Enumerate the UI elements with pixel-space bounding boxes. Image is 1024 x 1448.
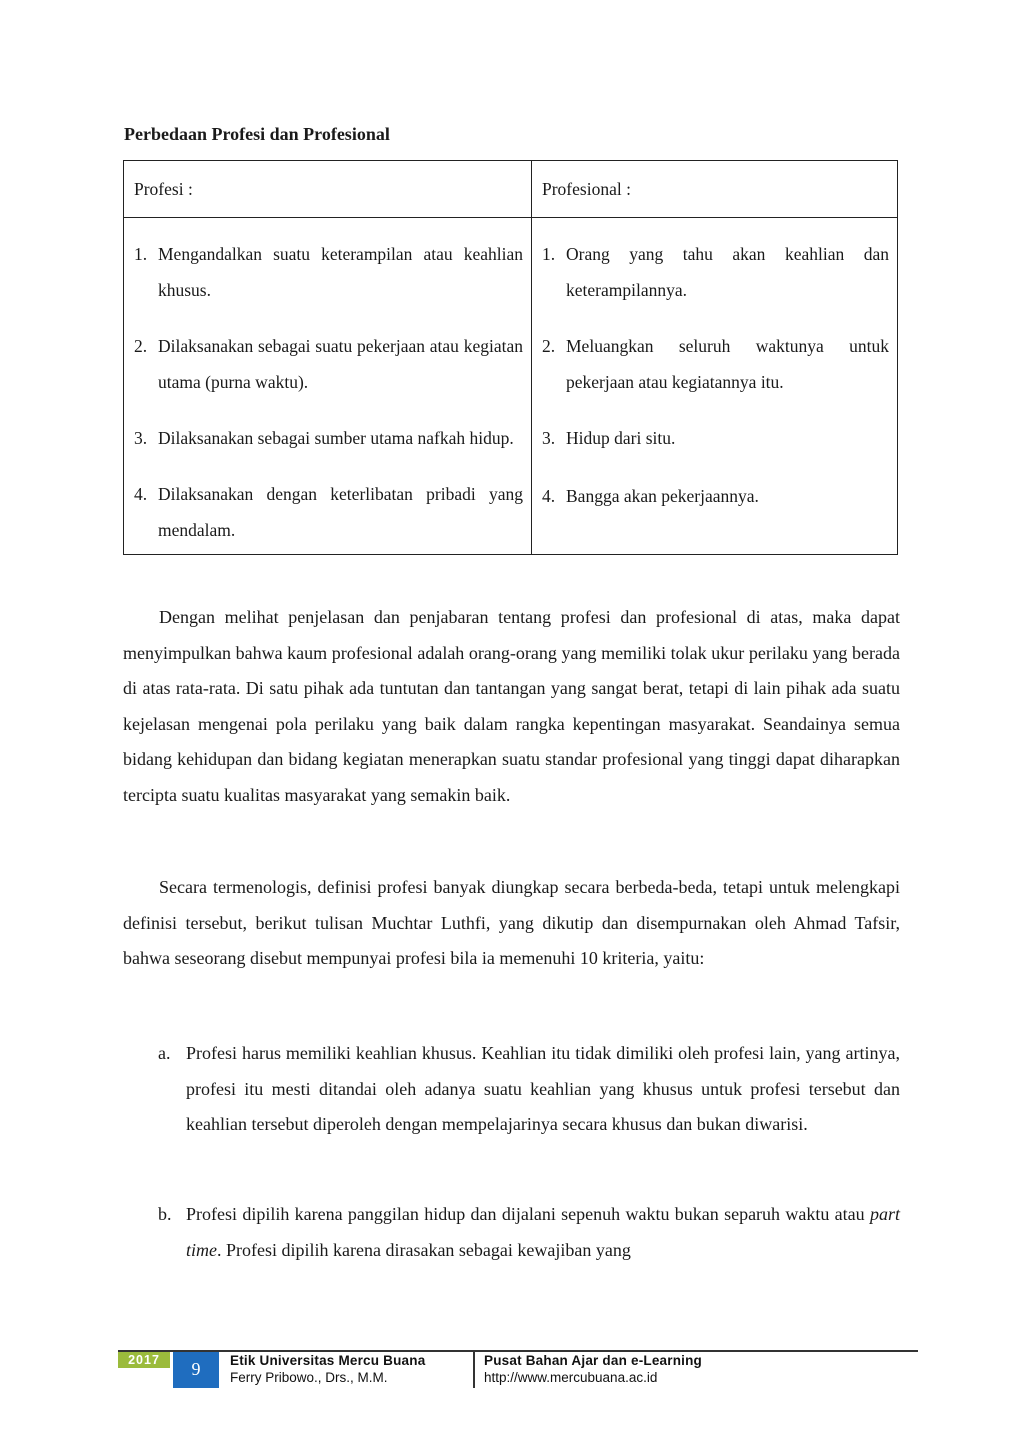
body-paragraph: Dengan melihat penjelasan dan penjabaran tentang profesi dan profesional di atas, maka dapat menyimpulkan bahwa kaum profesional adalah orang-orang yang memiliki tolak ukur perilaku yang berada di atas rata-rata. Di satu pihak ada tuntutan dan tantangan yang sangat berat, tetapi di lain pihak ada suatu kejelasan mengenai pola perilaku yang baik dalam rangka kepentingan masyarakat. Seandainya semua bidang kehidupan dan bidang kegiatan menerapkan suatu standar profesional yang tinggi dapat diharapkan tercipta suatu kualitas masyarakat yang semakin baik. — [123, 607, 900, 805]
list-item — [134, 328, 523, 400]
criteria-label: a. — [158, 1043, 171, 1063]
footer-center-name: Pusat Bahan Ajar dan e-Learning — [484, 1353, 702, 1368]
list-item — [542, 236, 889, 308]
section-heading: Perbedaan Profesi dan Profesional — [124, 124, 390, 144]
list-item — [134, 420, 523, 456]
item-text: Dilaksanakan sebagai sumber utama nafkah hidup. — [158, 428, 514, 448]
item-text: Hidup dari situ. — [566, 428, 676, 448]
profesional-list — [542, 236, 889, 514]
criteria-text — [186, 1197, 900, 1268]
footer-separator — [473, 1352, 475, 1388]
footer-course-title: Etik Universitas Mercu Buana — [230, 1353, 426, 1368]
item-number: 3. — [134, 428, 148, 448]
comparison-table — [123, 160, 898, 555]
profesi-cell — [124, 218, 532, 555]
header-profesional: Profesional : — [532, 161, 898, 218]
item-text: Orang yang tahu akan keahlian dan keterampilannya. — [566, 244, 889, 300]
list-item — [542, 478, 889, 514]
item-text: Bangga akan pekerjaannya. — [566, 486, 759, 506]
item-number: 2. — [542, 336, 556, 356]
list-item — [542, 420, 889, 456]
list-item — [134, 236, 523, 308]
item-number: 2. — [134, 336, 148, 356]
footer-year-badge: 2017 — [118, 1352, 170, 1368]
item-text: Dilaksanakan sebagai suatu pekerjaan atau kegiatan utama (purna waktu). — [158, 336, 523, 392]
body-paragraph: Secara termenologis, definisi profesi banyak diungkap secara berbeda-beda, tetapi untuk melengkapi definisi tersebut, berikut tulisan Muchtar Luthfi, yang dikutip dan disempurnakan oleh Ahmad Tafsir, bahwa seseorang disebut mempunyai profesi bila ia memenuhi 10 kriteria, yaitu: — [123, 877, 900, 969]
criteria-italic-term: part time — [186, 1204, 900, 1260]
criteria-label: b. — [158, 1204, 172, 1224]
page-number-badge: 9 — [173, 1352, 219, 1388]
item-text: Meluangkan seluruh waktunya untuk pekerjaan atau kegiatannya itu. — [566, 336, 889, 392]
item-number: 4. — [134, 484, 148, 504]
profesional-cell — [532, 218, 898, 555]
criteria-text-part: . Profesi dipilih karena dirasakan sebagai kewajiban yang — [217, 1239, 631, 1260]
item-text: Mengandalkan suatu keterampilan atau keahlian khusus. — [158, 244, 523, 300]
footer-course-info — [230, 1352, 425, 1386]
profesi-list — [134, 236, 523, 548]
item-number: 1. — [134, 244, 148, 264]
footer-author: Ferry Pribowo., Drs., M.M. — [230, 1370, 388, 1385]
item-number: 4. — [542, 486, 556, 506]
criteria-text-part: Profesi dipilih karena panggilan hidup dan dijalani sepenuh waktu bukan separuh waktu atau — [186, 1204, 870, 1224]
criteria-text: Profesi harus memiliki keahlian khusus. Keahlian itu tidak dimiliki oleh profesi lain, yang artinya, profesi itu mesti ditandai oleh adanya suatu keahlian yang khusus untuk profesi tersebut dan keahlian tersebut diperoleh dengan mempelajarinya secara khusus dan bukan diwarisi. — [186, 1043, 900, 1135]
header-profesi: Profesi : — [124, 161, 532, 218]
table-header-row — [124, 161, 898, 218]
table-body-row — [124, 218, 898, 555]
criteria-list — [158, 1197, 900, 1268]
list-item — [134, 476, 523, 548]
criteria-item — [158, 1197, 900, 1268]
footer-center-info — [484, 1352, 702, 1386]
footer-website: http://www.mercubuana.ac.id — [484, 1370, 658, 1385]
item-number: 3. — [542, 428, 556, 448]
item-number: 1. — [542, 244, 556, 264]
list-item — [542, 328, 889, 400]
criteria-list — [158, 1036, 900, 1143]
item-text: Dilaksanakan dengan keterlibatan pribadi yang mendalam. — [158, 484, 523, 540]
criteria-item — [158, 1036, 900, 1143]
